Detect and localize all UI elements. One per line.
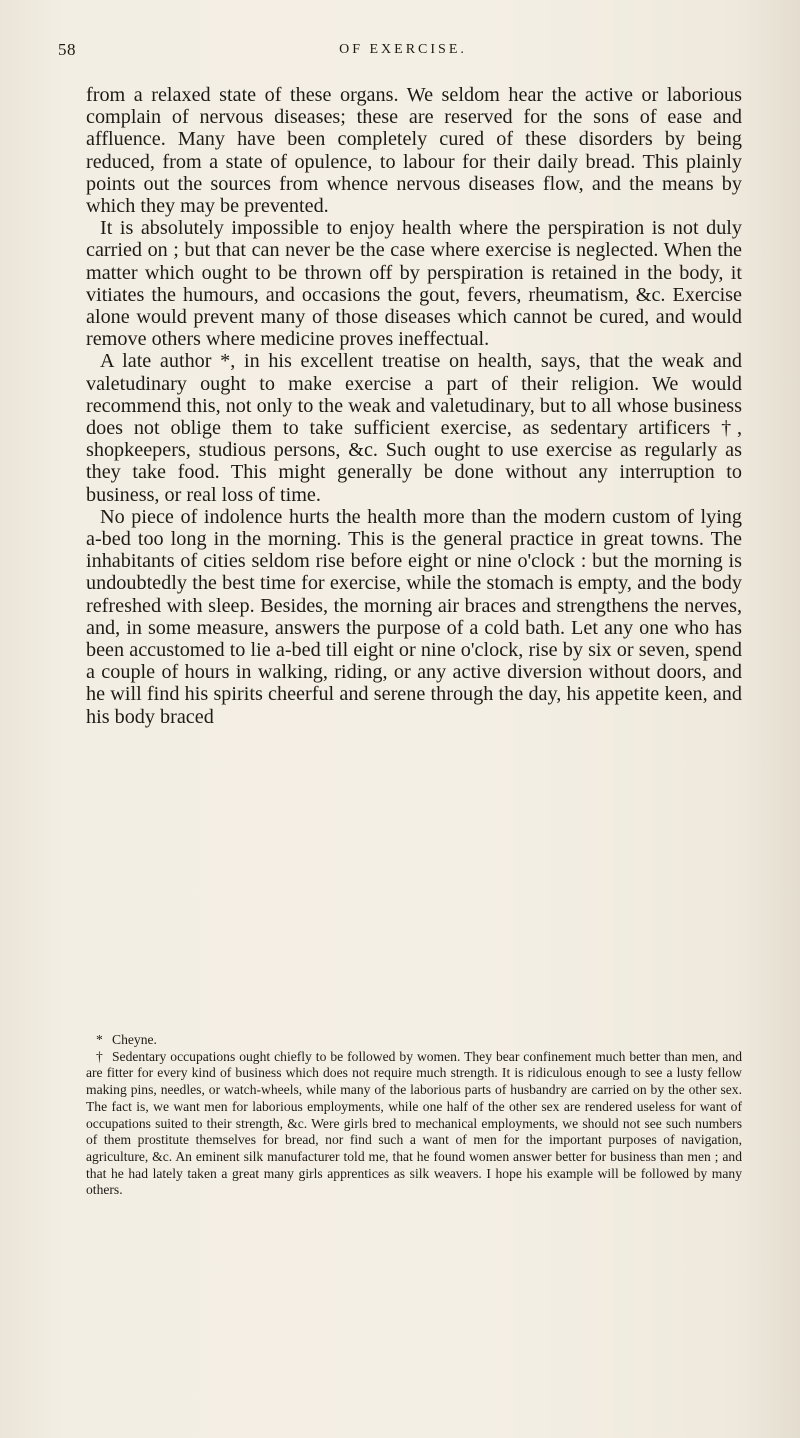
- footnote: [86, 1049, 742, 1199]
- paragraph: It is absolutely impossible to enjoy health where the perspiration is not duly carried on ; but that can never be the case where exercise is neglected. When the matter which ought to be thrown off by perspiration is retained in the body, it vitiates the humours, and occasions the gout, fevers, rheumatism, &c. Exercise alone would prevent many of those diseases which cannot be cured, and would remove others where medicine proves ineffectual.: [86, 217, 742, 351]
- footnote: [86, 1032, 742, 1049]
- page-number: 58: [58, 40, 76, 59]
- paragraph: No piece of indolence hurts the health more than the modern custom of lying a-bed too long in the morning. This is the general practice in great towns. The inhabitants of cities seldom rise before eight or nine o'clock : but the morning is undoubtedly the best time for exercise, while the stomach is empty, and the body refreshed with sleep. Besides, the morning air braces and strengthens the nerves, and, in some measure, answers the purpose of a cold bath. Let any one who has been accustomed to lie a-bed till eight or nine o'clock, rise by six or seven, spend a couple of hours in walking, riding, or any active diversion without doors, and he will find his spirits cheerful and serene through the day, his appetite keen, and his body braced: [86, 505, 742, 728]
- footnotes: [86, 1032, 742, 1199]
- footnote-mark: *: [96, 1032, 103, 1047]
- page-header: [58, 40, 748, 66]
- body-text: [86, 84, 742, 728]
- paragraph: from a relaxed state of these organs. We seldom hear the active or laborious complain of nervous diseases; these are reserved for the sons of ease and affluence. Many have been completely cured of these disorders by being reduced, from a state of opulence, to labour for their daily bread. This plainly points out the sources from whence nervous diseases flow, and the means by which they may be prevented.: [86, 84, 742, 218]
- footnote-text: Cheyne.: [112, 1032, 157, 1047]
- running-head: OF EXERCISE.: [339, 42, 467, 57]
- footnote-text: Sedentary occupations ought chiefly to be followed by women. They bear confinement much better than men, and are fitter for every kind of business which does not require much strength. It is ridiculous enough to see a lusty fellow making pins, needles, or watch-wheels, while many of the laborious parts of husbandry are carried on by the other sex. The fact is, we want men for laborious employments, while one half of the other sex are rendered useless for want of occupations suited to their strength, &c. Were girls bred to mechanical employments, we should not see such numbers of them prostitute themselves for bread, nor find such a want of men for the important purposes of navigation, agriculture, &c. An eminent silk manufacturer told me, that he found women answer better for business than men ; and that he had lately taken a great many girls apprentices as silk weavers. I hope his example will be followed by many others.: [86, 1048, 742, 1198]
- footnote-mark: †: [96, 1048, 103, 1064]
- paragraph: A late author *, in his excellent treatise on health, says, that the weak and valetudinary ought to make exercise a part of their religion. We would recommend this, not only to the weak and valetudinary, but to all whose business does not oblige them to take sufficient exercise, as sedentary artificers †, shopkeepers, studious persons, &c. Such ought to use exercise as regularly as they take food. This might generally be done without any interruption to business, or real loss of time.: [86, 350, 742, 506]
